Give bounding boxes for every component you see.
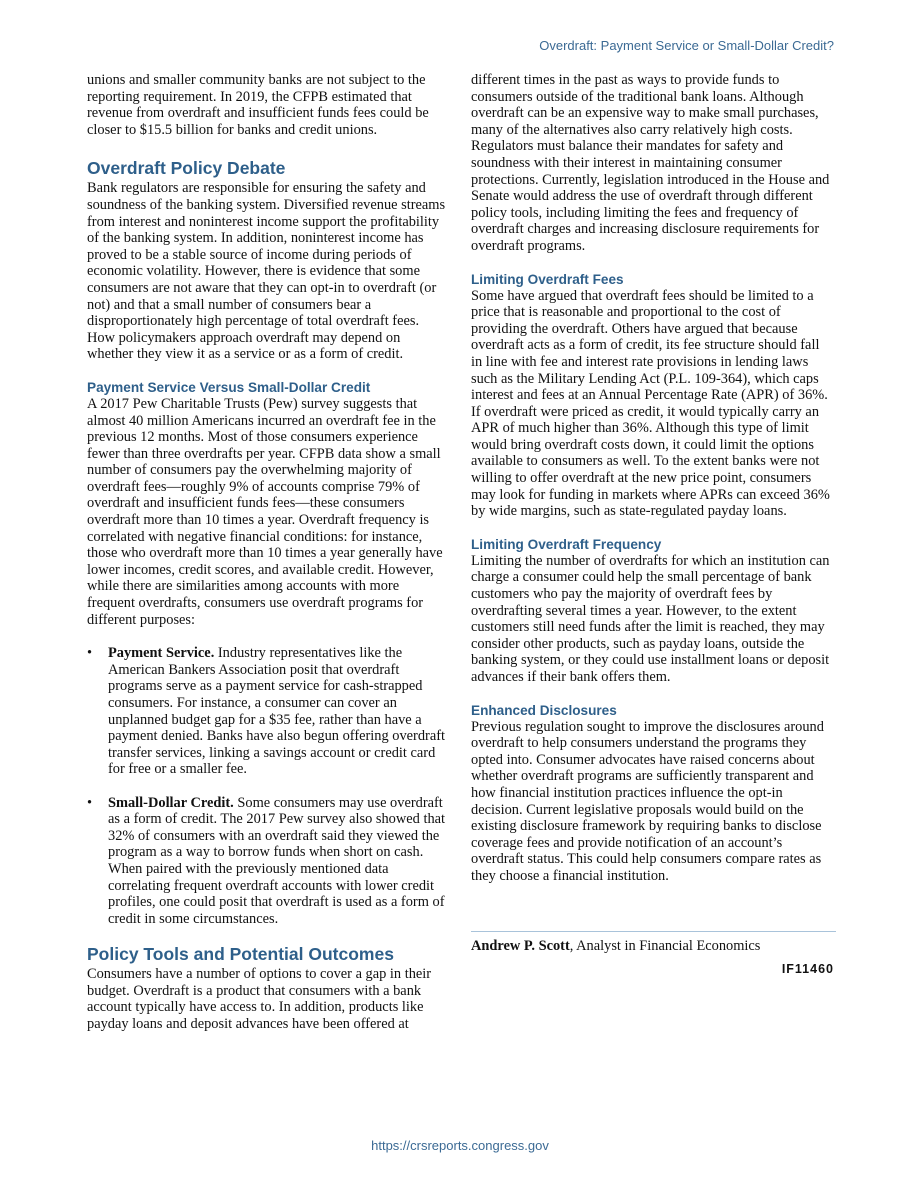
subheading-payment-service-vs-credit: Payment Service Versus Small-Dollar Credit [87, 379, 371, 395]
limiting-frequency-paragraph: Limiting the number of overdrafts for which an institution can charge a consumer could help the small percentage of bank customers who pay the majority of overdraft fees by overdrafting several times a year. However, to the extent customers still need funds after the limit is reached, they may consider other products, such as payday loans, outside the banking system, or they could use installment loans or deposit advances if their bank offers them. [471, 552, 830, 685]
purpose-bullet-list [87, 645, 450, 927]
author-title: , Analyst in Financial Economics [569, 937, 761, 954]
bullet-text: Some consumers may use overdraft as a form of credit. The 2017 Pew survey also showed that 32% of consumers with an overdraft said they viewed the program as a way to borrow funds when short on cash. When paired with the previously mentioned data correlating frequent overdraft accounts with lower credit profiles, one could posit that overdraft is used as a form of credit in some circumstances. [108, 794, 446, 927]
bullet-term: Payment Service. [108, 645, 215, 662]
author-line [471, 938, 834, 955]
section-heading-overdraft-policy-debate: Overdraft Policy Debate [87, 158, 286, 179]
pew-survey-paragraph: A 2017 Pew Charitable Trusts (Pew) survey suggests that almost 40 million Americans incurred an overdraft fee in the previous 12 months. Most of those consumers experience fewer than three overdrafts per year. CFPB data show a small number of consumers pay the overwhelming majority of overdraft fees—roughly 9% of accounts comprise 79% of overdraft and insufficient funds fees—these consumers overdraft more than 10 times a year. Overdraft frequency is correlated with negative financial conditions: for instance, those who overdraft more than 10 times a year generally have lower incomes, credit scores, and available credit. However, while there are similarities among accounts with more frequent overdrafts, consumers use overdraft programs for different purposes: [87, 395, 443, 628]
bullet-text: Industry representatives like the American Bankers Association posit that overdraft programs serve as a payment service for cash-strapped consumers. For instance, a consumer can cover an unplanned budget gap for a $35 fee, rather than have a payment denied. Banks have also begun offering overdraft transfer services, linking a savings account or credit card for free or a smaller fee. [108, 645, 446, 778]
footer-url-link[interactable]: https://crsreports.congress.gov [371, 1138, 549, 1153]
limiting-fees-paragraph: Some have argued that overdraft fees should be limited to a price that is reasonable and proportional to the cost of providing the overdraft. Others have argued that because overdraft acts as a form of credit, its fee structure should fall in line with fee and interest rate provisions in lending laws such as the Military Lending Act (P.L. 109-364), which caps interest and fees at an Annual Percentage Rate (APR) of 36%. If overdraft were priced as credit, it would typically carry an APR of much higher than 36%. Although this type of limit would bring overdraft costs down, it could limit the options available to consumers as well. To the extent banks were not willing to offer overdraft at the new price point, consumers may look for funding in markets where APRs can exceed 36% by wide margins, such as state-regulated payday loans. [471, 287, 830, 520]
bullet-icon: • [87, 645, 93, 662]
bullet-term: Small-Dollar Credit. [108, 794, 234, 811]
intro-paragraph: unions and smaller community banks are not subject to the reporting requirement. In 2019, the CFPB estimated that revenue from overdraft and insufficient funds fees could be closer to $15.5 billion for banks and credit unions. [87, 72, 429, 138]
right-column [471, 72, 834, 976]
report-id: IF11460 [781, 962, 834, 977]
bullet-icon: • [87, 794, 93, 811]
left-column [87, 72, 450, 1032]
list-item [87, 795, 450, 928]
section-heading-policy-tools: Policy Tools and Potential Outcomes [87, 943, 394, 964]
continuation-paragraph: different times in the past as ways to provide funds to consumers outside of the traditional bank loans. Although overdraft can be an expensive way to make small purchases, many of the alternatives also carry relatively high costs. Regulators must balance their mandates for safety and soundness with their interest in maintaining consumer protections. Currently, legislation introduced in the House and Senate would address the use of overdraft through different policy tools, including limiting the fees and frequency of overdraft charges and increasing disclosure requirements for overdraft programs. [471, 72, 830, 254]
subheading-limiting-frequency: Limiting Overdraft Frequency [471, 536, 662, 552]
subheading-enhanced-disclosures: Enhanced Disclosures [471, 702, 617, 718]
policy-tools-paragraph: Consumers have a number of options to cover a gap in their budget. Overdraft is a product that consumers with a bank account typically have access to. In addition, products like payday loans and deposit advances have been offered at [87, 965, 432, 1032]
running-header: Overdraft: Payment Service or Small-Dollar Credit? [539, 38, 834, 53]
author-name: Andrew P. Scott [471, 937, 570, 954]
subheading-limiting-fees: Limiting Overdraft Fees [471, 271, 624, 287]
list-item [87, 645, 450, 778]
policy-debate-paragraph: Bank regulators are responsible for ensuring the safety and soundness of the banking system. Diversified revenue streams from interest and noninterest income support the profitability of the banking system. In addition, noninterest income has proved to be a stable source of income during periods of economic volatility. However, there is evidence that some consumers are not aware that they can opt-in to overdraft (or not) and that a small number of consumers bear a disproportionately high percentage of total overdraft fees. How policymakers approach overdraft may depend on whether they view it as a service or as a form of credit. [87, 180, 446, 363]
author-divider [471, 931, 836, 932]
enhanced-disclosures-paragraph: Previous regulation sought to improve the disclosures around overdraft to help consumers understand the programs they opted into. Consumer advocates have raised concerns about whether overdraft programs are sufficiently transparent and how financial institution practices influence the opt-in decision. Current legislative proposals would build on the existing disclosure framework by requiring banks to disclose coverage fees and provide notification of an account’s overdraft status. This could help consumers compare rates as they choose a financial institution. [471, 718, 824, 884]
